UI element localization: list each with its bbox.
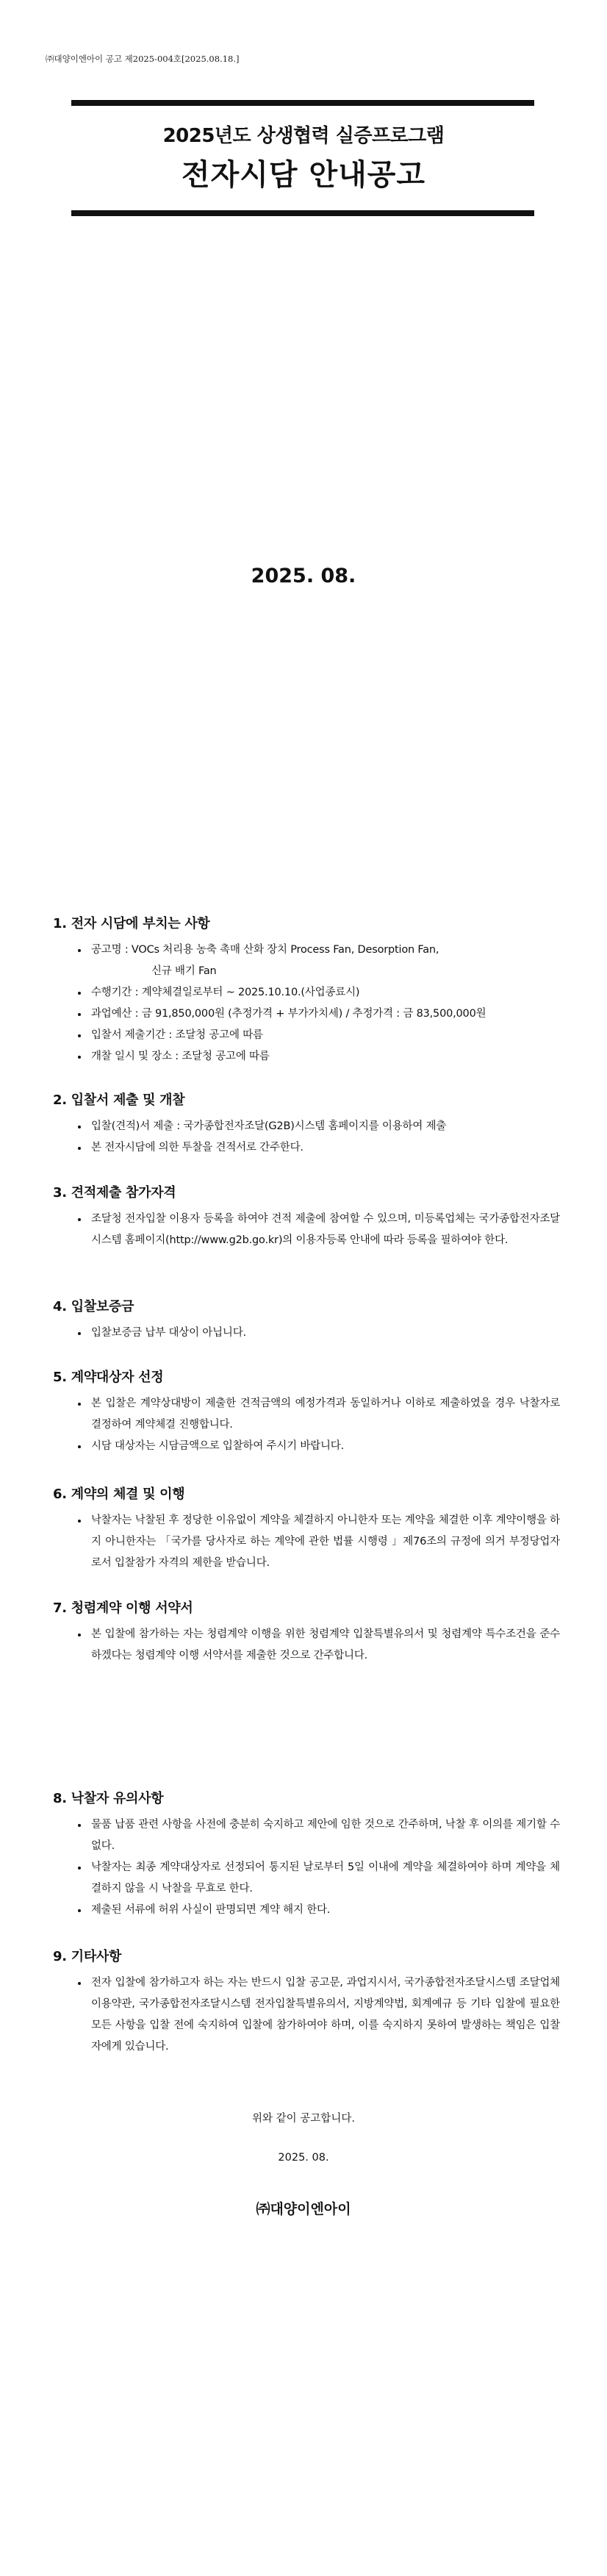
section-list <box>53 1814 560 1921</box>
closing-statement: 위와 같이 공고합니다. <box>252 2113 355 2125</box>
list-item: • 물품 납품 관련 사항을 사전에 충분히 숙지하고 제안에 임한 것으로 간주하며, 낙찰 후 이의를 제기할 수 없다. <box>88 1814 560 1857</box>
section-heading: 3. 견적제출 참가자격 <box>53 1185 176 1201</box>
list-item: • 입찰보증금 납부 대상이 아닙니다. <box>88 1323 560 1344</box>
section-list <box>53 1510 560 1574</box>
section-heading: 6. 계약의 체결 및 이행 <box>53 1486 185 1502</box>
list-item: • 과업예산 : 금 91,850,000원 (추정가격 + 부가가치세) / 추정가격 : 금 83,500,000원 <box>88 1003 560 1025</box>
section-list <box>53 1393 560 1457</box>
section-heading: 7. 청렴계약 이행 서약서 <box>53 1600 193 1616</box>
company-name: ㈜대양이엔아이 <box>256 2201 351 2217</box>
section-heading: 8. 낙찰자 유의사항 <box>53 1791 164 1806</box>
top-rule <box>71 100 534 106</box>
section-list <box>53 1624 560 1667</box>
list-item: • 본 입찰은 계약상대방이 제출한 견적금액의 예정가격과 동일하거나 이하로 제출하였을 경우 낙찰자로 결정하여 계약체결 진행합니다. <box>88 1393 560 1436</box>
list-item: • 제출된 서류에 허위 사실이 판명되면 계약 해지 한다. <box>88 1900 560 1921</box>
section-1 <box>53 913 560 1067</box>
list-item <box>88 940 560 982</box>
section-5 <box>53 1367 560 1457</box>
section-2 <box>53 1090 560 1159</box>
list-item: • 시담 대상자는 시담금액으로 입찰하여 주시기 바랍니다. <box>88 1436 560 1457</box>
section-8 <box>53 1788 560 1921</box>
section-list <box>53 940 560 1067</box>
list-item: • 전자 입찰에 참가하고자 하는 자는 반드시 입찰 공고문, 과업지시서, 국가종합전자조달시스템 조달업체 이용약관, 국가종합전자조달시스템 전자입찰특별유의서, 지방계약법, 회계예규 등 기타 입찰에 필요한 모든 사항을 입찰 전에 숙지하여 입찰에 참가하여야 하며, 이를 숙지하지 못하여 발생하는 책임은 입찰자에게 있습니다. <box>88 1972 560 2058</box>
list-item: • 개찰 일시 및 장소 : 조달청 공고에 따름 <box>88 1046 560 1067</box>
cover-date: 2025. 08. <box>251 565 356 587</box>
section-9 <box>53 1946 560 2058</box>
list-item: • 본 전자시담에 의한 투찰을 견적서로 간주한다. <box>88 1137 560 1159</box>
section-list <box>53 1972 560 2058</box>
section-6 <box>53 1484 560 1574</box>
list-item: • 입찰(견적)서 제출 : 국가종합전자조달(G2B)시스템 홈페이지를 이용하여 제출 <box>88 1116 560 1137</box>
section-4 <box>53 1296 560 1344</box>
section-list <box>53 1209 560 1251</box>
section-heading: 4. 입찰보증금 <box>53 1299 134 1314</box>
bottom-rule <box>71 210 534 216</box>
section-heading: 2. 입찰서 제출 및 개찰 <box>53 1092 185 1108</box>
item-text: 공고명 : VOCs 처리용 농축 촉매 산화 장치 Process Fan, Desorption Fan, <box>91 944 439 956</box>
section-7 <box>53 1598 560 1667</box>
list-item: • 본 입찰에 참가하는 자는 청렴계약 이행을 위한 청렴계약 입찰특별유의서 및 청렴계약 특수조건을 준수하겠다는 청렴계약 이행 서약서를 제출한 것으로 간주합니다. <box>88 1624 560 1667</box>
list-item: • 낙찰자는 낙찰된 후 정당한 이유없이 계약을 체결하지 아니한자 또는 계약을 체결한 이후 계약이행을 하지 아니한자는 「국가를 당사자로 하는 계약에 관한 법률 시행령 」제76조의 규정에 의거 부정당업자로서 입찰참가 자격의 제한을 받습니다. <box>88 1510 560 1574</box>
section-list <box>53 1323 560 1344</box>
section-heading: 5. 계약대상자 선정 <box>53 1370 164 1385</box>
list-item: • 낙찰자는 최종 계약대상자로 선정되어 통지된 날로부터 5일 이내에 계약을 체결하여야 하며 계약을 체결하지 않을 시 낙찰을 무효로 한다. <box>88 1857 560 1900</box>
list-item: • 입찰서 제출기간 : 조달청 공고에 따름 <box>88 1025 560 1046</box>
item-continuation: 신규 배기 Fan <box>151 965 217 977</box>
notice-number: ㈜대양이엔아이 공고 제2025-004호[2025.08.18.] <box>46 54 240 64</box>
section-list <box>53 1116 560 1159</box>
closing-date: 2025. 08. <box>278 2152 329 2164</box>
section-3 <box>53 1182 560 1251</box>
page-title: 전자시담 안내공고 <box>181 158 426 192</box>
section-heading: 9. 기타사항 <box>53 1949 122 1964</box>
list-item: • 조달청 전자입찰 이용자 등록을 하여야 견적 제출에 참여할 수 있으며, 미등록업체는 국가종합전자조달시스템 홈페이지(http://www.g2b.go.kr)의 이용자등록 안내에 따라 등록을 필하여야 한다. <box>88 1209 560 1251</box>
section-heading: 1. 전자 시담에 부치는 사항 <box>53 916 210 931</box>
list-item: • 수행기간 : 계약체결일로부터 ~ 2025.10.10.(사업종료시) <box>88 982 560 1003</box>
page-subtitle: 2025년도 상생협력 실증프로그램 <box>162 125 445 147</box>
